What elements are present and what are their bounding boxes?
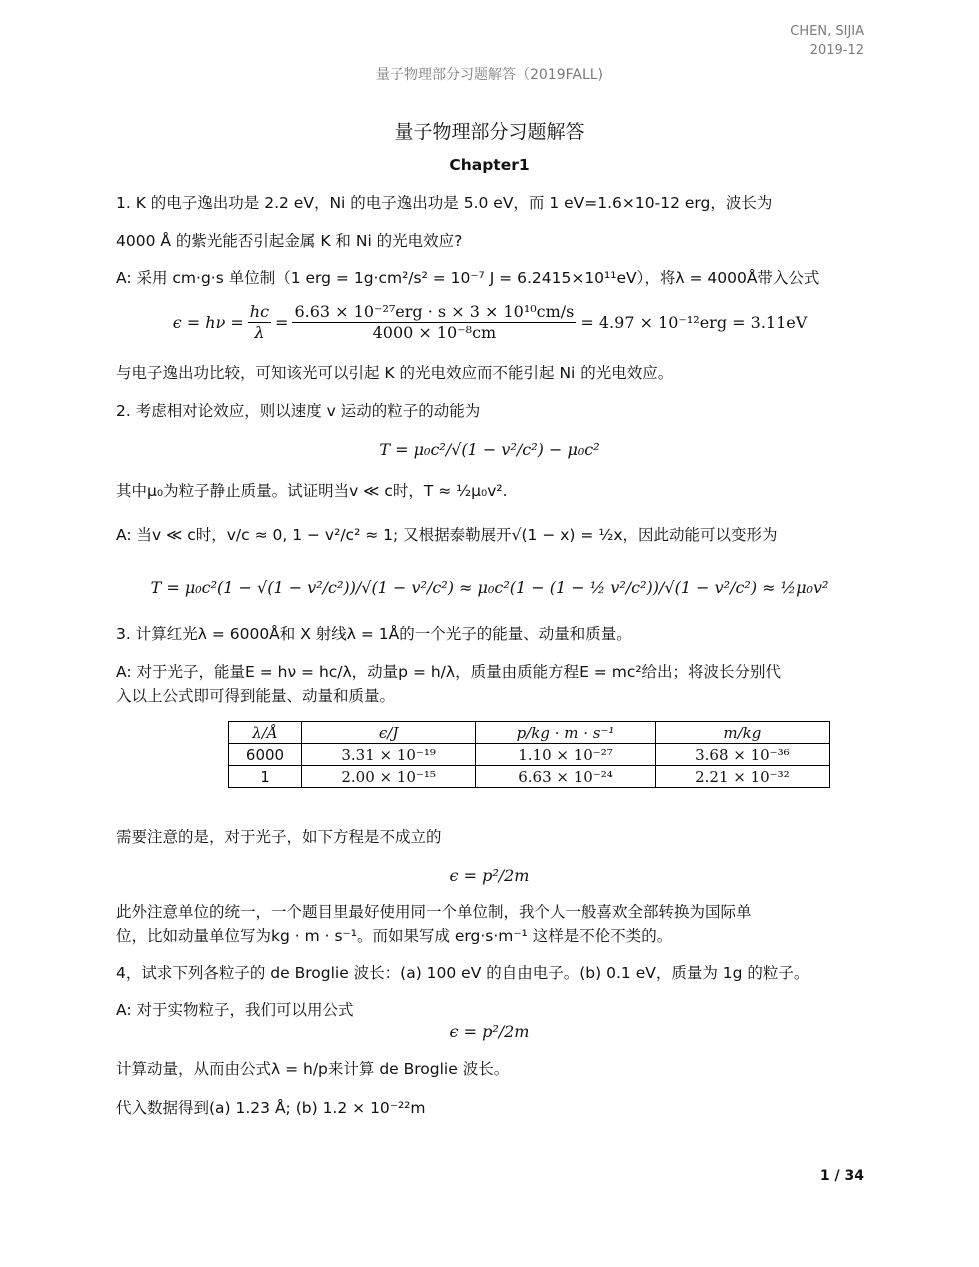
q1-question-line1: 1. K 的电子逸出功是 2.2 eV，Ni 的电子逸出功是 5.0 eV，而 1 eV=1.6×10-12 erg，波长为 [116,194,773,212]
q2-answer-line: A: 当v ≪ c时，v/c ≈ 0, 1 − v²/c² ≈ 1; 又根据泰勒展开√(1 − x) = ½x，因此动能可以变形为 [116,526,778,544]
eq-fraction-hc [248,302,271,343]
q3-unit-note-line2: 位，比如动量单位写为kg · m · s⁻¹。而如果写成 erg·s·m⁻¹ 这样是不伦不类的。 [116,927,673,945]
q3-answer-line2: 入以上公式即可得到能量、动量和质量。 [116,687,396,705]
table-header-energy: ϵ/J [302,722,476,744]
header-author: CHEN, SIJIA [790,24,864,39]
q2-question-line2: 其中μ₀为粒子静止质量。试证明当v ≪ c时，T ≈ ½μ₀v². [116,482,508,500]
q4-equation: ϵ = p²/2m [449,1022,530,1041]
q4-question-line: 4，试求下列各粒子的 de Broglie 波长：(a) 100 eV 的自由电子。(b) 0.1 eV，质量为 1g 的粒子。 [116,964,810,982]
eq-lhs: ϵ = hν = [172,313,244,332]
q2-question-line1: 2. 考虑相对论效应，则以速度 v 运动的粒子的动能为 [116,402,481,420]
eq-fraction-hc-numerator: hc [249,302,270,321]
q3-note-equation: ϵ = p²/2m [449,866,530,885]
q3-answer-line1: A: 对于光子，能量E = hν = hc/λ，动量p = h/λ，质量由质能方程E = mc²给出；将波长分别代 [116,663,782,681]
eq-equals: = [275,313,289,332]
q4-answer-line: A: 对于实物粒子，我们可以用公式 [116,1001,354,1019]
q3-question-line: 3. 计算红光λ = 6000Å和 X 射线λ = 1Å的一个光子的能量、动量和质量。 [116,625,632,643]
eq-rhs: = 4.97 × 10⁻¹²erg = 3.11eV [580,313,808,332]
q1-answer-line: A: 采用 cm·g·s 单位制（1 erg = 1g·cm²/s² = 10⁻⁷ J = 6.2415×10¹¹eV），将λ = 4000Å带入公式 [116,269,820,287]
table-header-row [229,722,830,744]
header-running-title: 量子物理部分习题解答（2019FALL) [375,67,604,83]
table-cell: 3.31 × 10⁻¹⁹ [302,744,476,766]
q3-unit-note-line1: 此外注意单位的统一，一个题目里最好使用同一个单位制，我个人一般喜欢全部转换为国际单 [116,903,752,921]
table-cell: 1 [229,766,302,788]
q1-photon-energy-equation [172,302,808,343]
q2-derivation-equation: T = μ₀c²(1 − √(1 − v²/c²))/√(1 − v²/c²) ≈ μ₀c²(1 − (1 − ½ v²/c²))/√(1 − v²/c²) ≈ ½μ₀v² [150,578,829,597]
table-cell: 3.68 × 10⁻³⁶ [655,744,829,766]
table-cell: 6000 [229,744,302,766]
table-cell: 2.21 × 10⁻³² [655,766,829,788]
eq-fraction-values [292,302,576,343]
table-row [229,744,830,766]
chapter-heading: Chapter1 [449,156,530,174]
table-cell: 1.10 × 10⁻²⁷ [476,744,656,766]
table-cell: 2.00 × 10⁻¹⁵ [302,766,476,788]
table-header-mass: m/kg [655,722,829,744]
q4-answer-line2: 计算动量，从而由公式λ = h/p来计算 de Broglie 波长。 [116,1060,510,1078]
table-header-momentum: p/kg · m · s⁻¹ [476,722,656,744]
eq-fraction-values-numerator: 6.63 × 10⁻²⁷erg · s × 3 × 10¹⁰cm/s [294,302,575,321]
table-row [229,766,830,788]
eq-fraction-values-denominator: 4000 × 10⁻⁸cm [372,323,497,342]
table-cell: 6.63 × 10⁻²⁴ [476,766,656,788]
table-header-wavelength: λ/Å [229,722,302,744]
q3-note: 需要注意的是，对于光子，如下方程是不成立的 [116,828,442,846]
eq-fraction-hc-denominator: λ [254,323,265,342]
q1-conclusion: 与电子逸出功比较，可知该光可以引起 K 的光电效应而不能引起 Ni 的光电效应。 [116,364,674,382]
q1-question-line2: 4000 Å 的紫光能否引起金属 K 和 Ni 的光电效应? [116,232,463,250]
document-title: 量子物理部分习题解答 [394,121,585,143]
page-number: 1 / 34 [819,1168,864,1184]
q4-result: 代入数据得到(a) 1.23 Å; (b) 1.2 × 10⁻²²m [116,1099,426,1117]
q2-kinetic-energy-equation: T = μ₀c²/√(1 − v²/c²) − μ₀c² [379,440,600,459]
header-date: 2019-12 [809,43,864,58]
photon-properties-table [228,721,830,788]
